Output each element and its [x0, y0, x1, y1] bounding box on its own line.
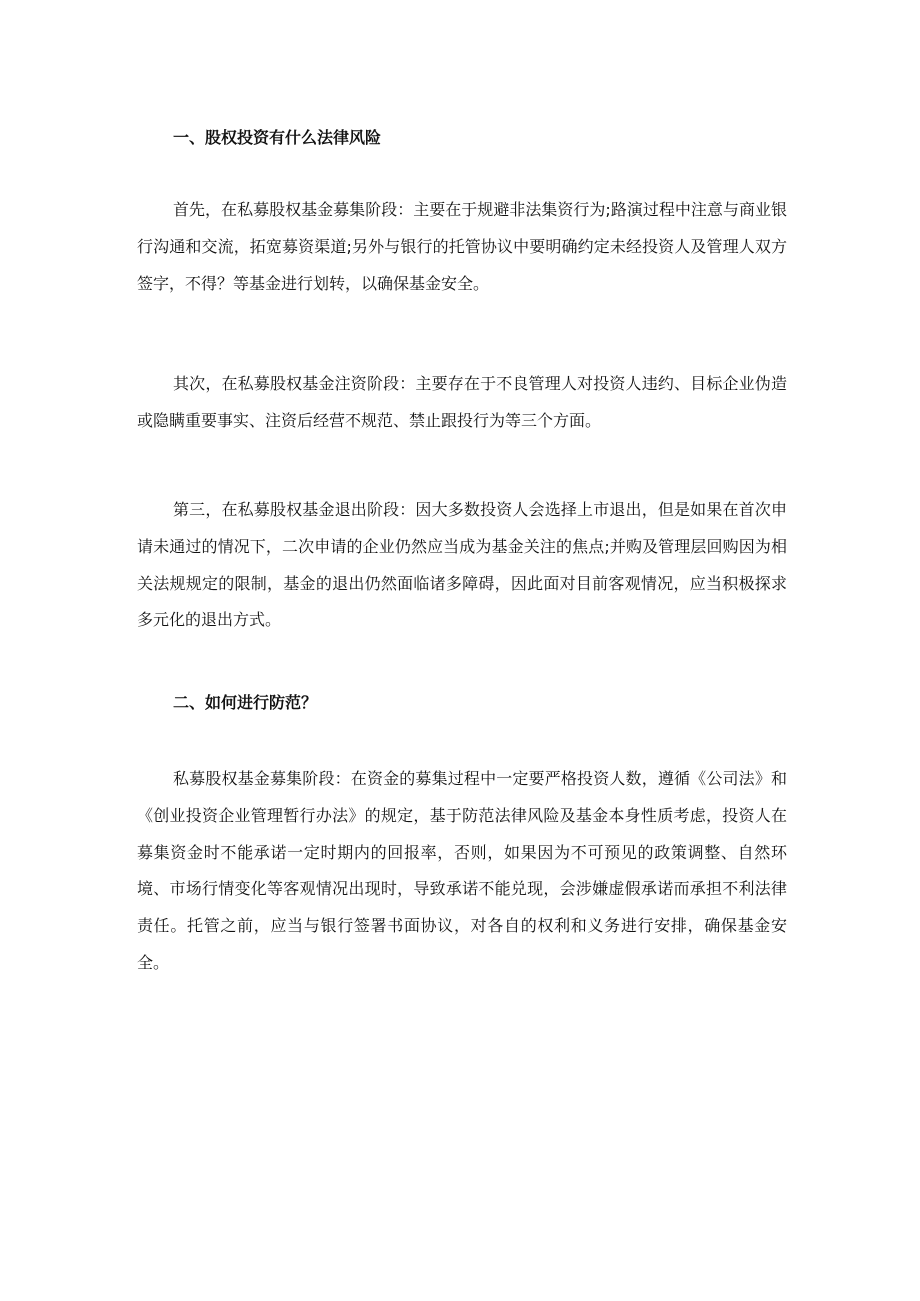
section-2-heading: 二、如何进行防范？	[173, 693, 318, 712]
section-1-paragraph-2: 其次，在私募股权基金注资阶段：主要存在于不良管理人对投资人违约、目标企业伪造或隐瞒重要事实、注资后经营不规范、禁止跟投行为等三个方面。	[137, 374, 787, 430]
section-1-paragraph-3: 第三，在私募股权基金退出阶段：因大多数投资人会选择上市退出，但是如果在首次申请未通过的情况下，二次申请的企业仍然应当成为基金关注的焦点;并购及管理层回购因为相关法规规定的限制，基金的退出仍然面临诸多障碍，因此面对目前客观情况，应当积极探求多元化的退出方式。	[137, 500, 787, 630]
section-2-paragraph-1: 私募股权基金募集阶段：在资金的募集过程中一定要严格投资人数，遵循《公司法》和《创业投资企业管理暂行办法》的规定，基于防范法律风险及基金本身性质考虑，投资人在募集资金时不能承诺一定时期内的回报率，否则，如果因为不可预见的政策调整、自然环境、市场行情变化等客观情况出现时，导致承诺不能兑现，会涉嫌虚假承诺而承担不利法律责任。托管之前，应当与银行签署书面协议，对各自的权利和义务进行安排，确保基金安全。	[137, 769, 787, 972]
section-1-heading: 一、股权投资有什么法律风险	[173, 128, 382, 147]
section-1-paragraph-1: 首先，在私募股权基金募集阶段：主要在于规避非法集资行为;路演过程中注意与商业银行沟通和交流，拓宽募资渠道;另外与银行的托管协议中要明确约定未经投资人及管理人双方签字，不得？等基金进行划转，以确保基金安全。	[137, 200, 787, 293]
